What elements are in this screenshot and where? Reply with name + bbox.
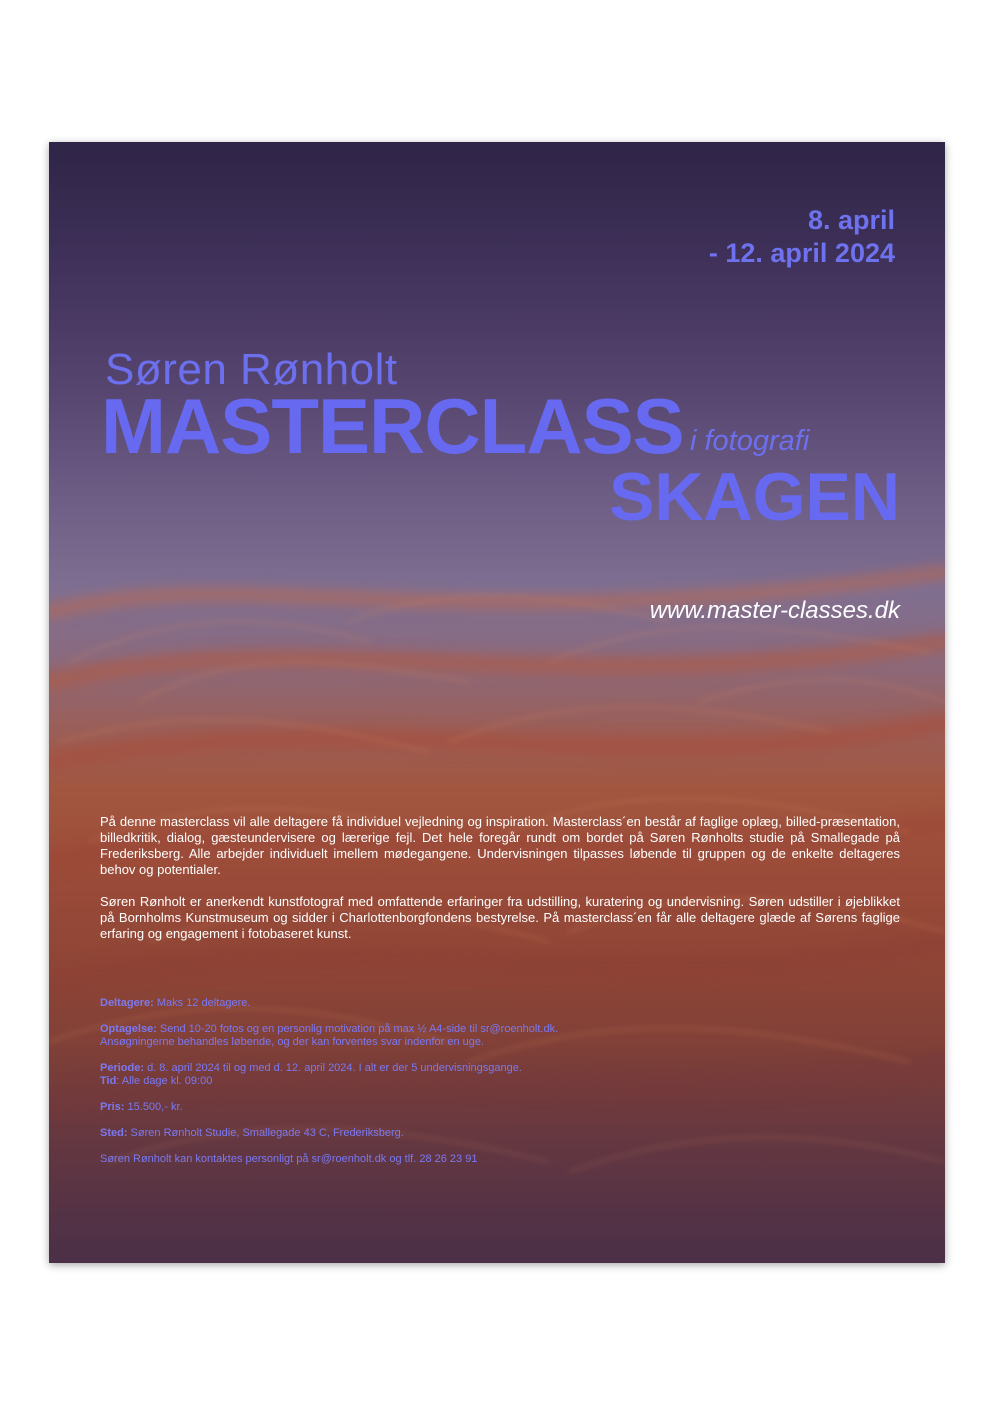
- location-title: SKAGEN: [609, 459, 900, 535]
- main-title: MASTERCLASS: [101, 382, 684, 470]
- info-venue: [100, 1127, 700, 1140]
- info-label: Optagelse:: [100, 1023, 157, 1035]
- info-value: Ansøgningerne behandles løbende, og der kan forventes svar indenfor en uge.: [100, 1036, 485, 1048]
- info-value: : Alle dage kl. 09:00: [116, 1075, 213, 1087]
- description: [100, 814, 900, 958]
- description-paragraph: På denne masterclass vil alle deltagere få individuel vejledning og inspiration. Masterclass´en består af faglige oplæg, billed-præsentation, billedkritik, dialog, gæsteundervisere og lærerige fejl. Det hele foregår rundt om bordet på Søren Rønholts studie på Smallegade på Frederiksberg. Alle arbejder individuelt imellem mødegangene. Undervisningen tilpasses løbende til gruppen og de enkelte deltageres behov og potentialer.: [100, 814, 900, 877]
- info-participants: [100, 997, 700, 1010]
- info-label: Sted:: [100, 1127, 128, 1139]
- info-label: Periode:: [100, 1062, 145, 1074]
- event-dates: [709, 204, 895, 270]
- website-link[interactable]: www.master-classes.dk: [649, 597, 900, 624]
- info-contact: Søren Rønholt kan kontaktes personligt på sr@roenholt.dk og tlf. 28 26 23 91: [100, 1153, 478, 1165]
- subtitle: i fotografi: [690, 425, 810, 457]
- info-label: Pris:: [100, 1101, 125, 1113]
- photographer-name: Søren Rønholt: [105, 345, 398, 394]
- info-value: 15.500,- kr.: [124, 1101, 183, 1113]
- info-label: Deltagere:: [100, 997, 154, 1009]
- date-start: 8. april: [807, 205, 895, 235]
- info-value: Send 10-20 fotos og en personlig motivation på max ½ A4-side til sr@roenholt.dk.: [156, 1023, 559, 1035]
- info-period: [100, 1062, 700, 1088]
- info-price: [100, 1101, 700, 1114]
- info-value: Maks 12 deltagere.: [153, 997, 251, 1009]
- practical-info: [100, 997, 700, 1179]
- info-value: d. 8. april 2024 til og med d. 12. april 2024. I alt er der 5 undervisningsgange.: [144, 1062, 522, 1074]
- info-value: Søren Rønholt Studie, Smallegade 43 C, Frederiksberg.: [127, 1127, 404, 1139]
- poster: [49, 142, 945, 1263]
- info-label: Tid: [100, 1075, 117, 1087]
- info-admission: [100, 1023, 700, 1049]
- description-paragraph: Søren Rønholt er anerkendt kunstfotograf med omfattende erfaringer fra udstilling, kuratering og undervisning. Søren udstiller i øjeblikket på Bornholms Kunstmuseum og sidder i Charlottenborgfondens bestyrelse. På masterclass´en får alle deltagere glæde af Sørens faglige erfaring og engagement i fotobaseret kunst.: [100, 894, 900, 941]
- date-end: - 12. april 2024: [708, 238, 895, 268]
